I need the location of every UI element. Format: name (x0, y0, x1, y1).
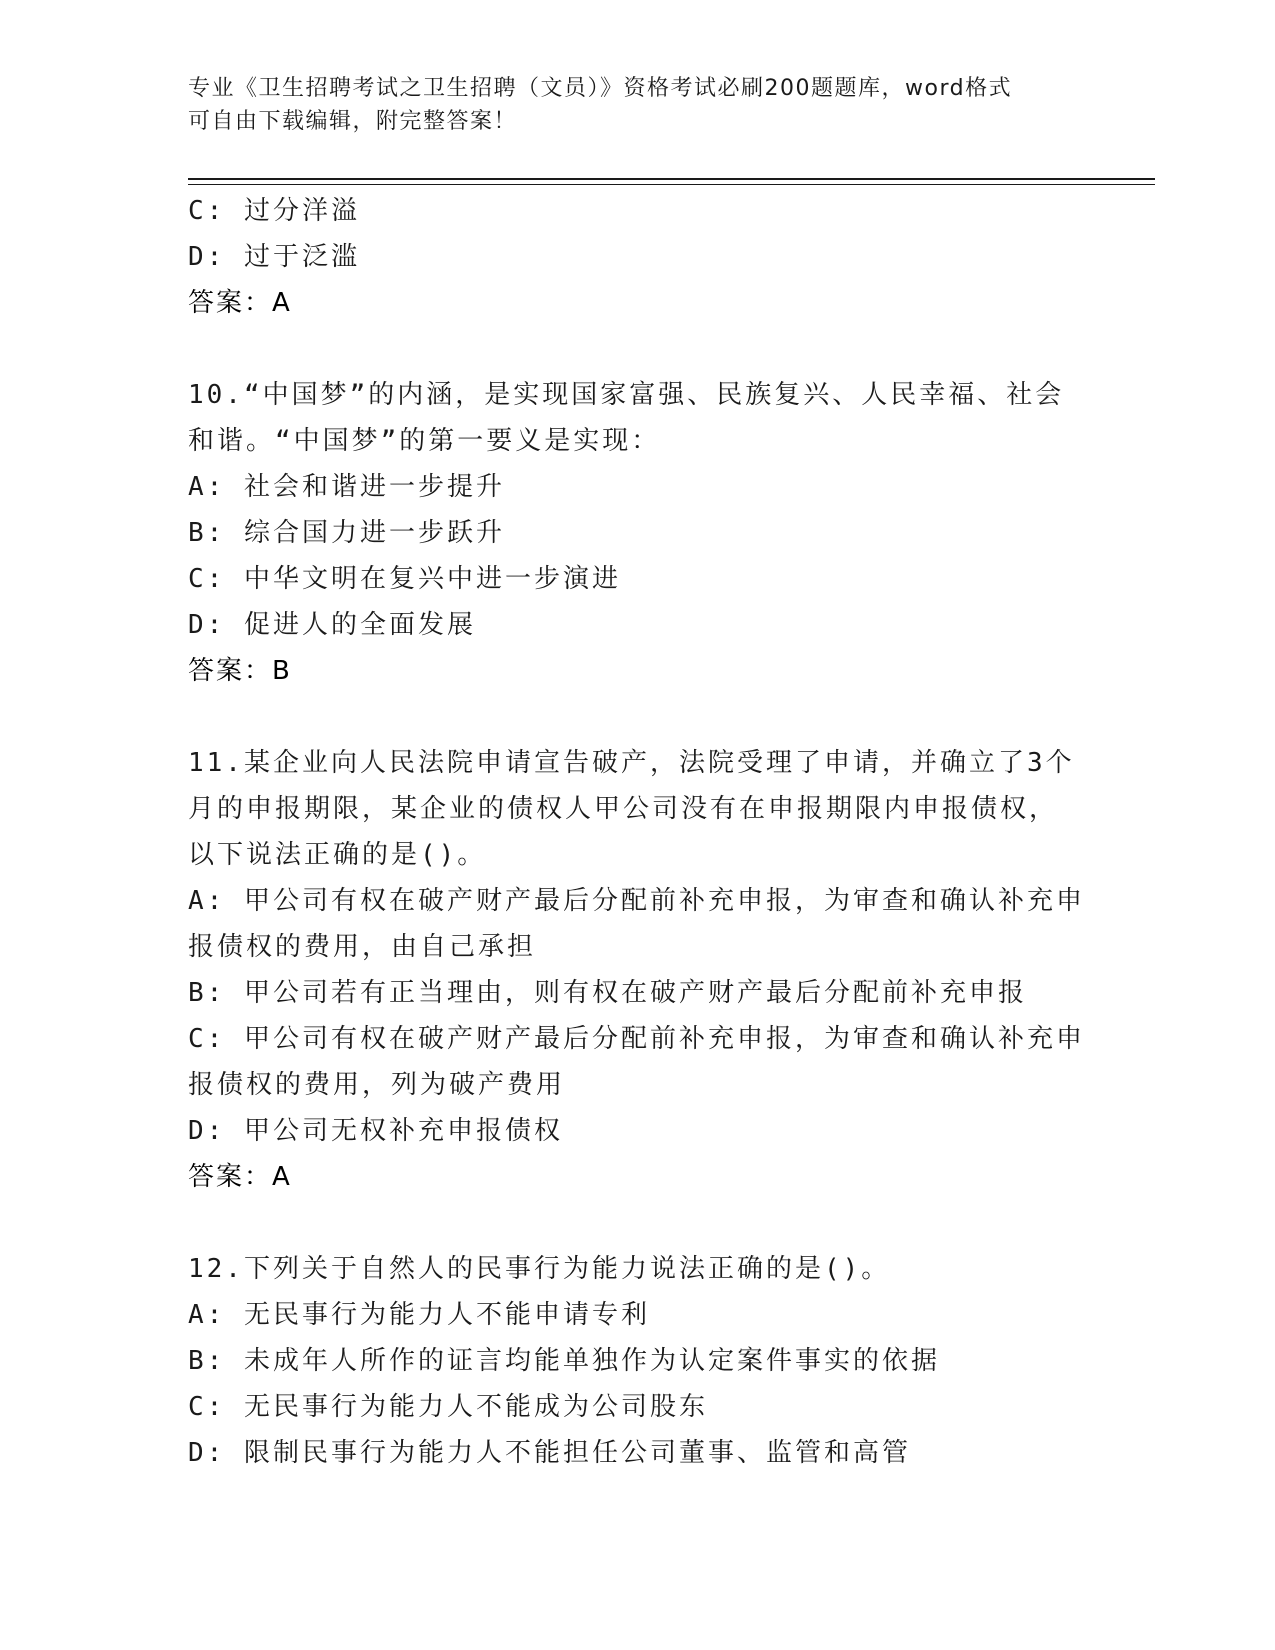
question-text: 12.下列关于自然人的民事行为能力说法正确的是()。 (188, 1254, 891, 1284)
answer-line: 答案：A (188, 1162, 292, 1192)
header-title-line-2: 可自由下载编辑，附完整答案！ (188, 109, 518, 134)
answer-line: 答案：B (188, 656, 292, 686)
question-9-continued (188, 188, 1088, 326)
header-divider-thin (188, 184, 1155, 185)
spacer (188, 694, 1088, 740)
option-a-continued: 报债权的费用，由自己承担 (188, 932, 537, 962)
answer-line: 答案：A (188, 288, 292, 318)
spacer (188, 1200, 1088, 1246)
question-text: 以下说法正确的是()。 (188, 840, 487, 870)
option-a: A: 社会和谐进一步提升 (188, 472, 505, 502)
option-c: C: 无民事行为能力人不能成为公司股东 (188, 1392, 708, 1422)
header-title-line-1: 专业《卫生招聘考试之卫生招聘（文员）》资格考试必刷200题题库，word格式 (188, 76, 1013, 101)
option-d: D: 甲公司无权补充申报债权 (188, 1116, 563, 1146)
option-b: B: 甲公司若有正当理由，则有权在破产财产最后分配前补充申报 (188, 978, 1027, 1008)
option-a: A: 甲公司有权在破产财产最后分配前补充申报，为审查和确认补充申 (188, 886, 1085, 916)
question-text: 和谐。“中国梦”的第一要义是实现： (188, 426, 661, 456)
option-c: C: 中华文明在复兴中进一步演进 (188, 564, 621, 594)
question-text: 月的申报期限，某企业的债权人甲公司没有在申报期限内申报债权， (188, 794, 1059, 824)
option-d: D: 促进人的全面发展 (188, 610, 476, 640)
option-c-continued: 报债权的费用，列为破产费用 (188, 1070, 566, 1100)
option-b: B: 综合国力进一步跃升 (188, 518, 505, 548)
option-c: C: 过分洋溢 (188, 196, 360, 226)
question-text: 11.某企业向人民法院申请宣告破产，法院受理了申请，并确立了3个 (188, 748, 1075, 778)
question-12 (188, 1246, 1088, 1476)
question-10 (188, 372, 1088, 694)
option-d: D: 过于泛滥 (188, 242, 360, 272)
question-text: 10.“中国梦”的内涵，是实现国家富强、民族复兴、人民幸福、社会 (188, 380, 1065, 410)
spacer (188, 326, 1088, 372)
document-body (188, 188, 1088, 1476)
option-c: C: 甲公司有权在破产财产最后分配前补充申报，为审查和确认补充申 (188, 1024, 1085, 1054)
question-11 (188, 740, 1088, 1200)
header-divider-thick (188, 178, 1155, 180)
document-header (188, 72, 1088, 138)
option-d: D: 限制民事行为能力人不能担任公司董事、监管和高管 (188, 1438, 911, 1468)
option-a: A: 无民事行为能力人不能申请专利 (188, 1300, 650, 1330)
option-b: B: 未成年人所作的证言均能单独作为认定案件事实的依据 (188, 1346, 940, 1376)
